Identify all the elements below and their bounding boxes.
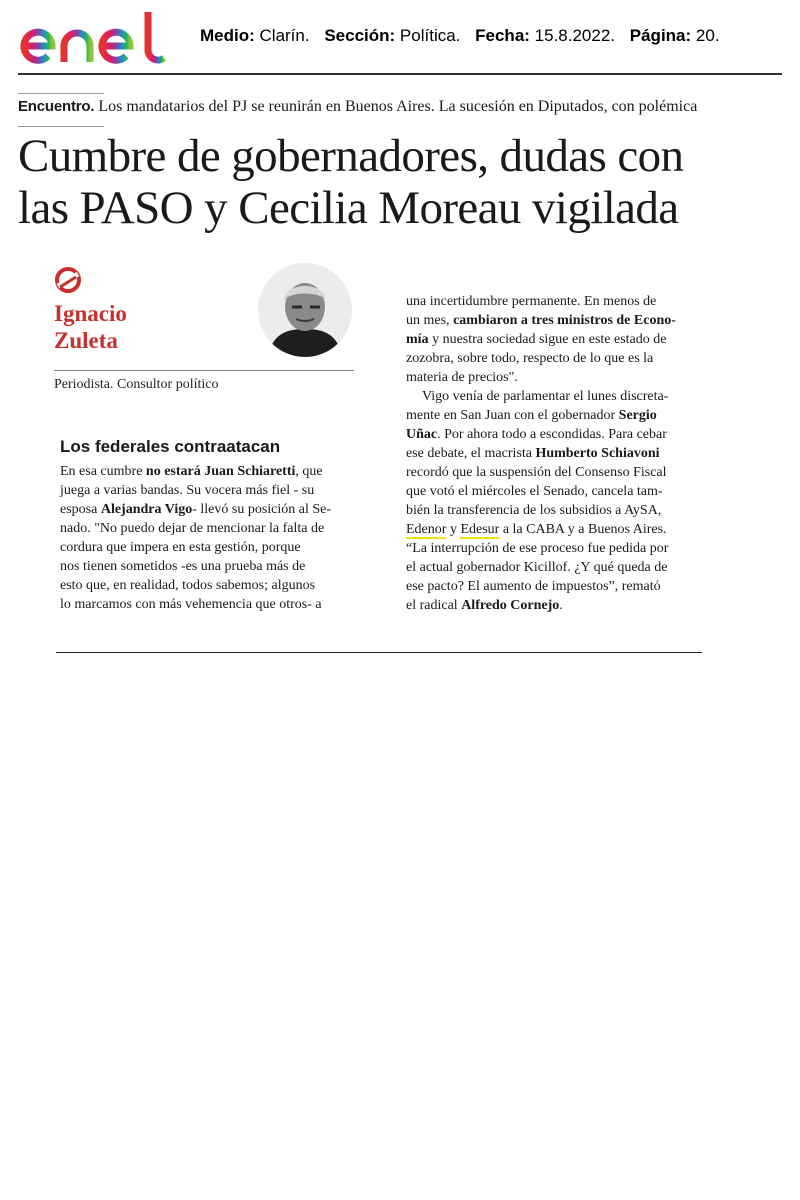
author-last-name: Zuleta [54, 328, 118, 353]
highlight-edesur: Edesur [460, 522, 500, 537]
seccion-value: Política. [399, 26, 461, 45]
text-line: zozobra, sobre todo, respecto de lo que es la [406, 351, 654, 366]
byline-clarin-icon [54, 266, 82, 294]
text-line: mente en San Juan con el gobernador Sergio [406, 408, 657, 423]
text-line: el radical Alfredo Cornejo. [406, 598, 563, 613]
author-name [54, 300, 204, 354]
fecha-value: 15.8.2022. [534, 26, 616, 45]
kicker-text: Los mandatarios del PJ se reunirán en Buenos Aires. La sucesión en Diputados, con polémica [98, 98, 698, 115]
enel-logo-mark [18, 8, 170, 66]
fecha-label: Fecha: [475, 26, 530, 45]
source-metadata [200, 26, 720, 46]
medio-label: Medio: [200, 26, 255, 45]
text-line: Edenor y Edesur a la CABA y a Buenos Aires. [406, 522, 667, 537]
text-line: juega a varias bandas. Su vocera más fiel - su [60, 483, 315, 498]
kicker-rule-top [18, 93, 104, 94]
pagina-value: 20. [695, 26, 720, 45]
author-portrait [258, 263, 352, 357]
text-line: un mes, cambiaron a tres ministros de Econo- [406, 313, 676, 328]
kicker-label: Encuentro. [18, 98, 95, 115]
author-role: Periodista. Consultor político [54, 377, 219, 392]
author-portrait-image [258, 263, 352, 357]
text-line: cordura que impera en esta gestión, porque [60, 540, 301, 555]
clipping-bottom-divider [56, 652, 702, 653]
headline-line-1: Cumbre de gobernadores, dudas con [18, 130, 684, 182]
text-line: que votó el miércoles el Senado, cancela tam- [406, 484, 663, 499]
text-line: nado. "No puedo dejar de mencionar la falta de [60, 521, 325, 536]
headline [18, 130, 788, 234]
text-line: bién la transferencia de los subsidios a AySA, [406, 503, 662, 518]
text-line: “La interrupción de ese proceso fue pedida por [406, 541, 669, 556]
text-line: ese pacto? El aumento de impuestos”, rematό [406, 579, 661, 594]
text-line: Uñac. Por ahora todo a escondidas. Para cebar [406, 427, 667, 442]
seccion-label: Sección: [324, 26, 396, 45]
header-divider [18, 73, 782, 75]
enel-logo [18, 8, 170, 66]
text-line: ese debate, el macrista Humberto Schiavoni [406, 446, 660, 461]
text-line: esto que, en realidad, todos sabemos; algunos [60, 578, 316, 593]
text-line: nos tienen sometidos -es una prueba más de [60, 559, 306, 574]
author-divider [54, 370, 354, 371]
medio-value: Clarín. [259, 26, 310, 45]
text-line: mía y nuestra sociedad sigue en este estado de [406, 332, 667, 347]
headline-line-2: las PASO y Cecilia Moreau vigilada [18, 182, 679, 234]
author-first-name: Ignacio [54, 301, 127, 326]
text-line: el actual gobernador Kicillof. ¿Y qué queda de [406, 560, 668, 575]
text-line: En esa cumbre no estará Juan Schiaretti, que [60, 464, 323, 479]
text-line: Vigo venía de parlamentar el lunes discreta- [422, 389, 669, 404]
text-line: materia de precios". [406, 370, 518, 385]
pagina-label: Página: [629, 26, 692, 45]
article-column-left [60, 462, 360, 614]
section-subhead: Los federales contraatacan [60, 437, 281, 456]
article-column-right [406, 292, 706, 615]
text-line: lo marcamos con más vehemencia que otros- a [60, 597, 322, 612]
text-line: una incertidumbre permanente. En menos de [406, 294, 657, 309]
highlight-edenor: Edenor [406, 522, 447, 537]
kicker-rule-bottom [18, 126, 104, 127]
text-line: recordó que la suspensión del Consenso Fiscal [406, 465, 667, 480]
text-line: esposa Alejandra Vigo- llevó su posición al Se- [60, 502, 332, 517]
kicker [18, 98, 697, 116]
